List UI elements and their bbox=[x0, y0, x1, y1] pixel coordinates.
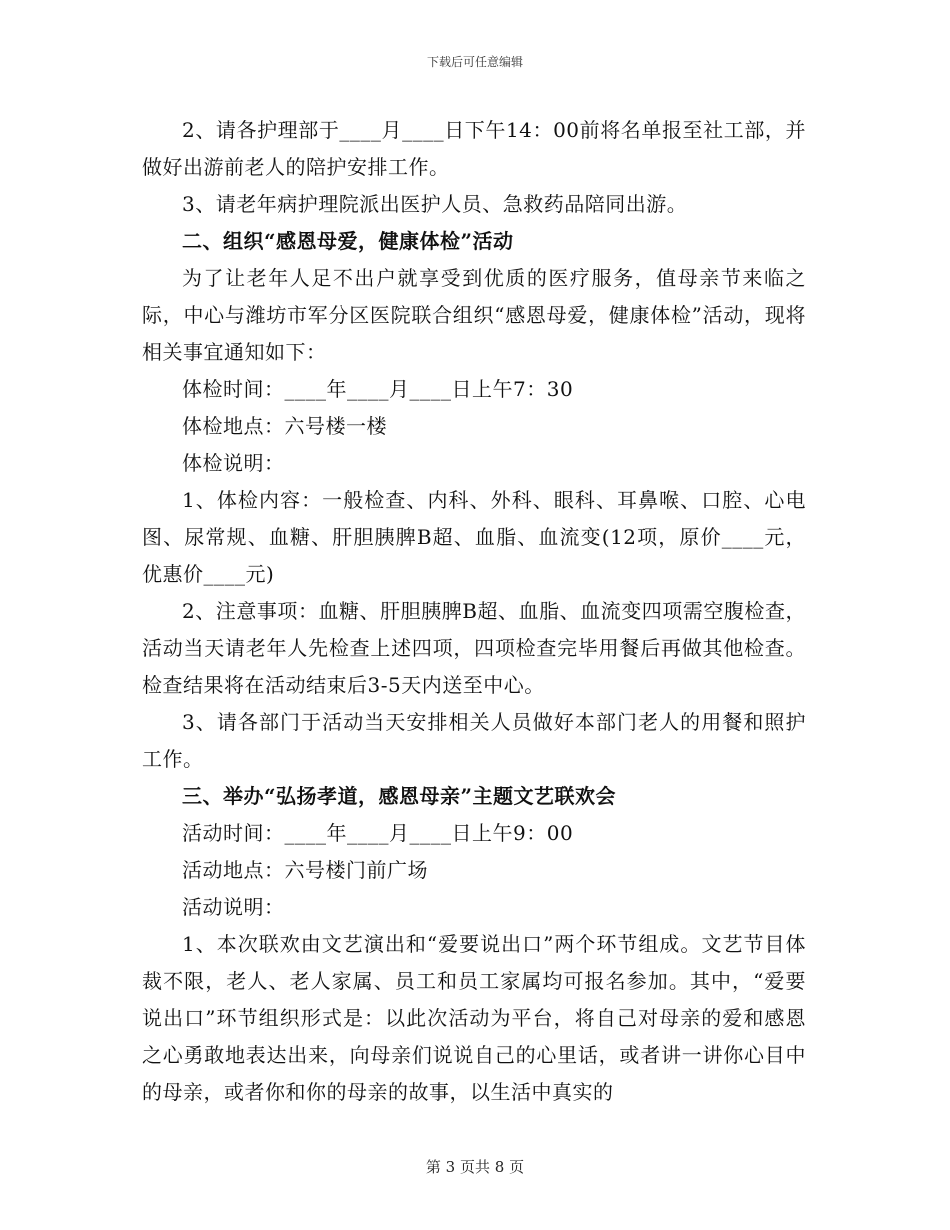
paragraph-health-check-intro: 为了让老年人足不出户就享受到优质的医疗服务，值母亲节来临之际，中心与潍坊市军分区医院联合组织“感恩母爱，健康体检”活动，现将相关事宜通知如下： bbox=[142, 266, 806, 364]
paragraph-check-notes-label: 体检说明： bbox=[182, 451, 285, 475]
paragraph-department-care: 3、请各部门于活动当天安排相关人员做好本部门老人的用餐和照护工作。 bbox=[142, 710, 806, 771]
paragraph-3-medical-staff: 3、请老年病护理院派出医护人员、急救药品陪同出游。 bbox=[182, 192, 688, 216]
page-footer: 第 3 页共 8 页 bbox=[425, 1158, 525, 1176]
paragraph-2-list-deadline: 2、请各护理部于____月____日下午14：00前将名单报至社工部，并做好出游前老人的陪护安排工作。 bbox=[142, 118, 806, 179]
document-body bbox=[142, 112, 806, 1111]
section-heading-gala: 三、举办“弘扬孝道，感恩母亲”主题文艺联欢会 bbox=[182, 784, 617, 808]
paragraph-check-content: 1、体检内容：一般检查、内科、外科、眼科、耳鼻喉、口腔、心电图、尿常规、血糖、肝胆胰脾B超、血脂、血流变(12项，原价____元，优惠价____元) bbox=[142, 488, 806, 586]
paragraph-check-time: 体检时间：____年____月____日上午7：30 bbox=[182, 377, 574, 401]
paragraph-gala-time: 活动时间：____年____月____日上午9：00 bbox=[182, 821, 574, 845]
paragraph-check-location: 体检地点：六号楼一楼 bbox=[182, 414, 387, 438]
paragraph-gala-description: 1、本次联欢由文艺演出和“爱要说出口”两个环节组成。文艺节目体裁不限，老人、老人家属、员工和员工家属均可报名参加。其中，“爱要说出口”环节组织形式是：以此次活动为平台，将自己对母亲的爱和感恩之心勇敢地表达出来，向母亲们说说自己的心里话，或者讲一讲你心目中的母亲，或者你和你的母亲的故事，以生活中真实的 bbox=[142, 932, 806, 1104]
paragraph-gala-location: 活动地点：六号楼门前广场 bbox=[182, 858, 428, 882]
page-header: 下载后可任意编辑 bbox=[426, 55, 523, 69]
paragraph-check-precautions: 2、注意事项：血糖、肝胆胰脾B超、血脂、血流变四项需空腹检查，活动当天请老年人先检查上述四项，四项检查完毕用餐后再做其他检查。检查结果将在活动结束后3-5天内送至中心。 bbox=[142, 599, 806, 697]
paragraph-gala-notes-label: 活动说明： bbox=[182, 895, 285, 919]
section-heading-health-check: 二、组织“感恩母爱，健康体检”活动 bbox=[182, 229, 514, 253]
